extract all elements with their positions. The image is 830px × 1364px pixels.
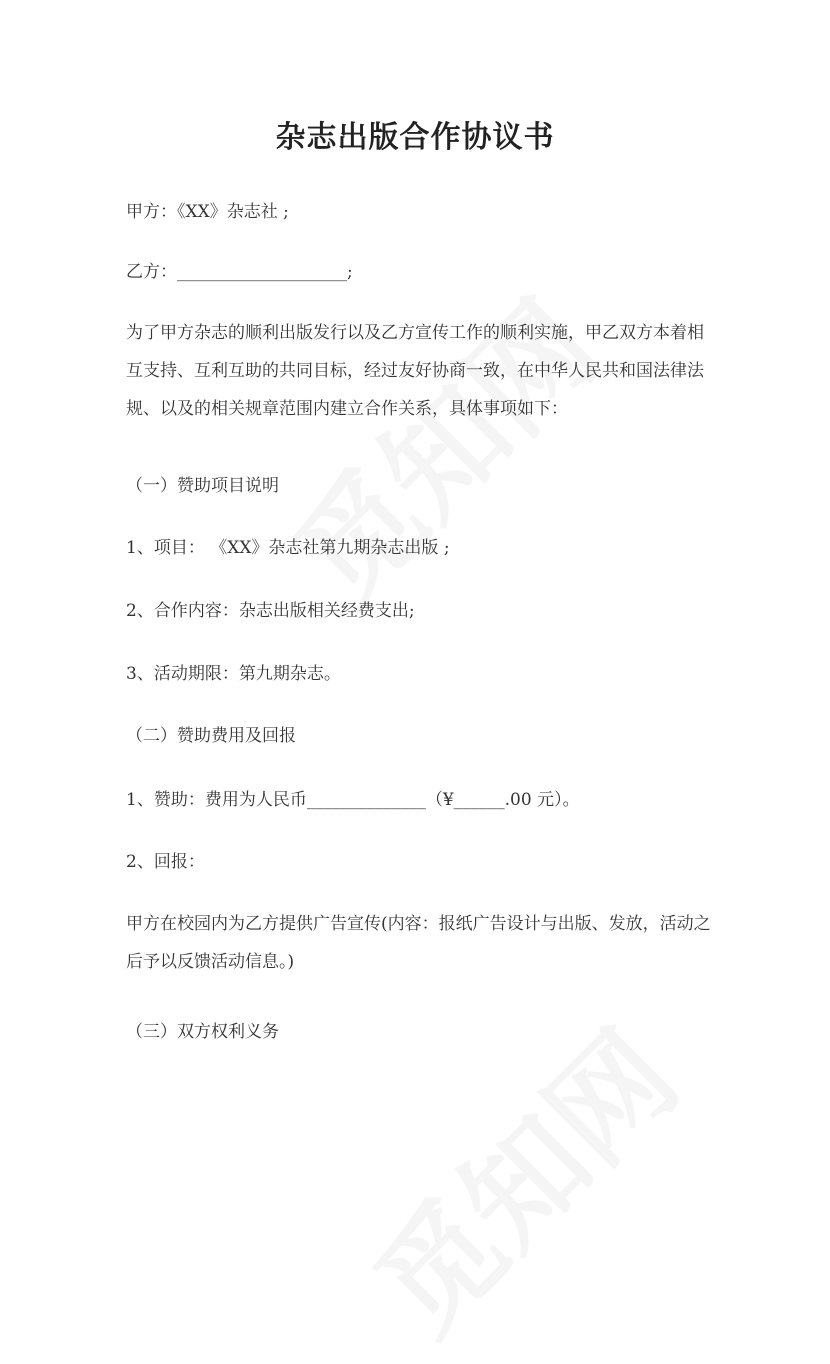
section2-item-1: 1、赞助：费用为人民币______________（¥______.00 元）。 [126,790,580,810]
section1-item-3: 3、活动期限：第九期杂志。 [126,664,341,684]
detail-line: 甲方在校园内为乙方提供广告宣传(内容：报纸广告设计与出版、发放，活动之 [126,914,711,934]
detail-line: 后予以反馈活动信息。) [126,952,295,972]
section-heading-3: （三）双方权利义务 [126,1022,279,1042]
party-a-line: 甲方：《XX》杂志社 ; [126,202,289,222]
intro-line: 为了甲方杂志的顺利出版发行以及乙方宣传工作的顺利实施，甲乙双方本着相 [126,323,704,343]
document-title: 杂志出版合作协议书 [275,120,555,155]
intro-paragraph [126,314,706,428]
section1-item-1: 1、项目： 《XX》杂志社第九期杂志出版 ; [126,538,450,558]
section-heading-1: （一）赞助项目说明 [126,476,279,496]
section2-item-2: 2、回报： [126,852,205,872]
watermark [332,988,708,1364]
section-heading-2: （二）赞助费用及回报 [126,726,296,746]
section1-item-2: 2、合作内容：杂志出版相关经费支出; [126,601,415,621]
party-b-line: 乙方：____________________; [126,262,353,282]
section2-detail-paragraph [126,905,711,981]
intro-line: 互支持、互利互助的共同目标，经过友好协商一致，在中华人民共和国法律法 [126,361,704,381]
intro-line: 规、以及的相关规章范围内建立合作关系，具体事项如下： [126,399,568,419]
